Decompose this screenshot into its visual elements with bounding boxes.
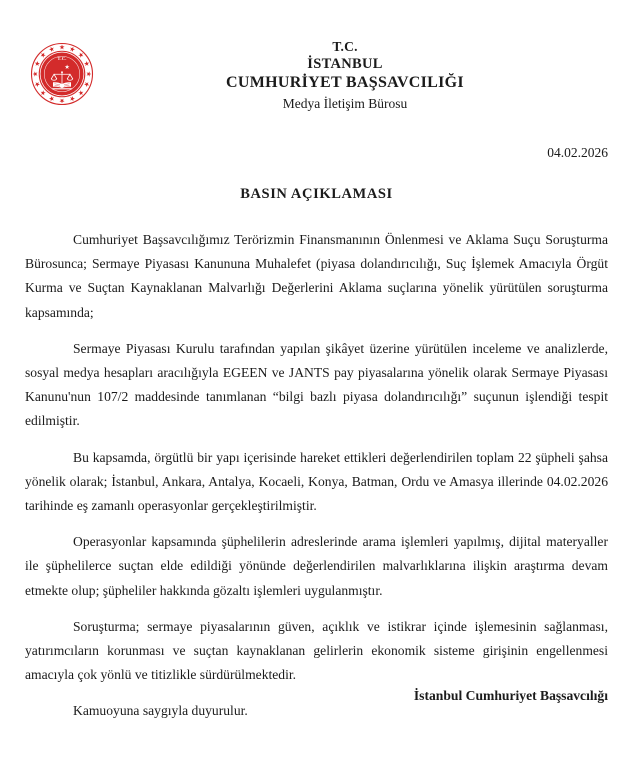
document-body bbox=[25, 228, 608, 724]
document-date: 04.02.2026 bbox=[547, 145, 608, 160]
body-paragraph-3: Bu kapsamda, örgütlü bir yapı içerisinde hareket ettikleri değerlendirilen toplam 22 şüpheli şahsa yönelik olarak; İstanbul, Ankara, Antalya, Kocaeli, Konya, Batman, Ordu ve Amasya illerinde 04.02.2026 tarihinde eş zamanlı operasyonlar gerçekleştirilmiştir. bbox=[25, 449, 608, 514]
body-paragraph-4: Operasyonlar kapsamında şüphelilerin adreslerinde arama işlemleri yapılmış, dijital materyaller ile şüphelilerce suçtan elde edildiği yönünde değerlendirilen malvarlıklarına ilişkin araştırma devam etmekte olup; şüpheliler hakkında gözaltı işlemleri uygulanmıştır. bbox=[25, 534, 608, 598]
body-paragraph-1: Cumhuriyet Başsavcılığımız Terörizmin Finansmanının Önlenmesi ve Aklama Suçu Soruşturma Bürosunca; Sermaye Piyasası Kanununa Muhalefet (piyasa dolandırıcılığı, Suç İşlemek Amacıyla Örgüt Kurma ve Suçtan Kaynaklanan Malvarlığı Değerlerini Aklama suçlarına yönelik yürütülen soruşturma kapsamında; bbox=[25, 232, 608, 320]
header-title-block bbox=[110, 38, 580, 113]
header-line-office: CUMHURİYET BAŞSAVCILIĞI bbox=[226, 74, 464, 91]
svg-text:T.C.: T.C. bbox=[57, 56, 67, 61]
header-line-bureau: Medya İletişim Bürosu bbox=[282, 96, 408, 111]
body-paragraph-2: Sermaye Piyasası Kurulu tarafından yapılan şikâyet üzerine yürütülen inceleme ve analizlerde, sosyal medya hesapları aracılığıyla EGEEN ve JANTS pay piyasalarına yönelik olarak Sermaye Piyasası Kanunu'nun 107/2 maddesinde tanımlanan “bilgi bazlı piyasa dolandırıcılığı” suçunun işlendiği tespit edilmiştir. bbox=[25, 340, 608, 429]
body-paragraph-5: Soruşturma; sermaye piyasalarının güven, açıklık ve istikrar içinde işlemesinin sağlanması, yatırımcıların korunması ve suçtan kaynaklanan gelirlerin ekonomik sisteme girişinin engellenmesi amacıyla çok yönlü ve titizlikle sürdürülmektedir. bbox=[25, 618, 608, 683]
page-title: BASIN AÇIKLAMASI bbox=[240, 186, 393, 202]
body-paragraph-closing: Kamuoyuna saygıyla duyurulur. bbox=[73, 703, 248, 719]
signature-line: İstanbul Cumhuriyet Başsavcılığı bbox=[413, 688, 608, 703]
header-line-city: İSTANBUL bbox=[307, 56, 383, 72]
turkish-ministry-of-justice-seal-icon bbox=[30, 42, 94, 106]
header-line-tc: T.C. bbox=[332, 39, 358, 54]
document-header bbox=[0, 30, 633, 130]
